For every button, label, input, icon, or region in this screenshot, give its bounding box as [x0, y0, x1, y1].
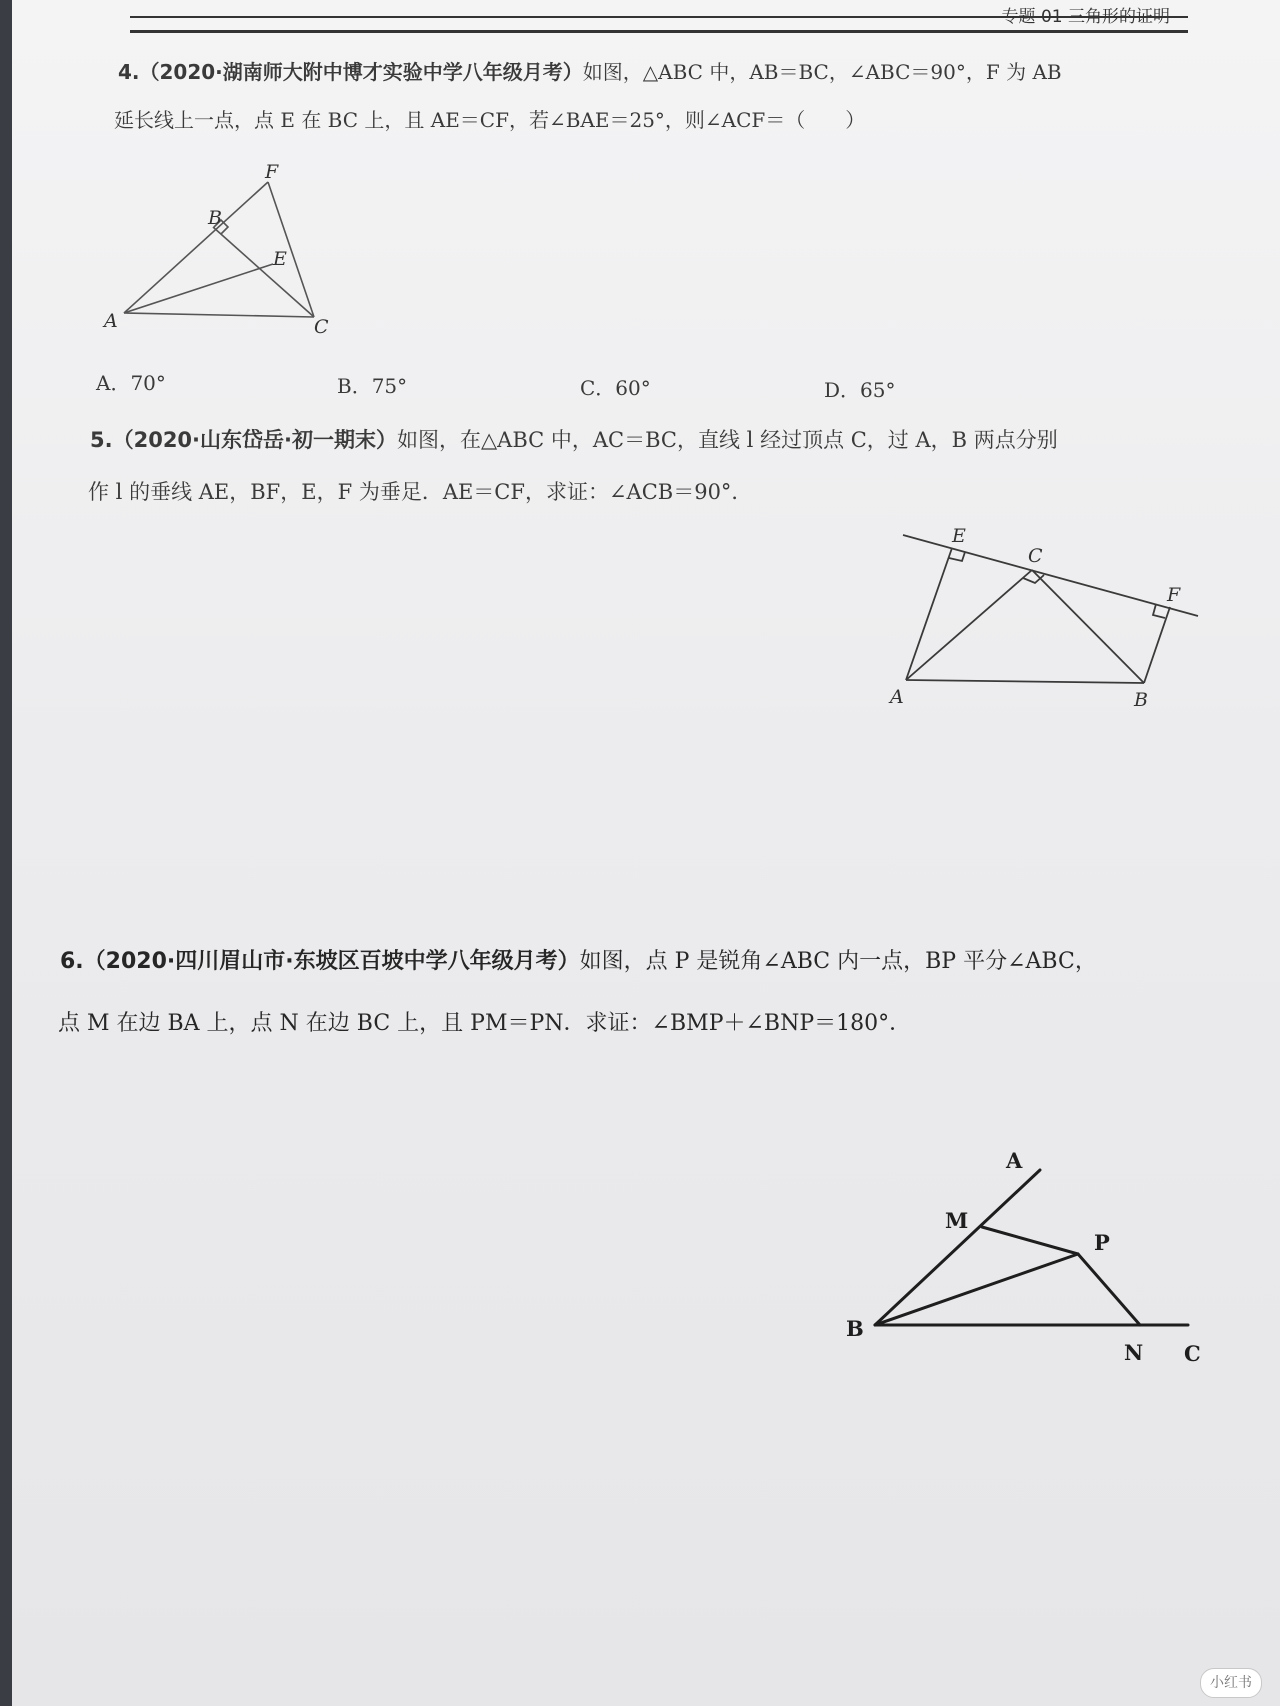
q5-figure: [903, 535, 1198, 683]
q6-label-c: C: [1184, 1341, 1201, 1366]
q4-number: 4.: [118, 60, 140, 84]
q4-choice-d: D．65°: [824, 378, 896, 402]
q6-segment-pn: [1078, 1254, 1140, 1325]
q5-line-1: [90, 426, 1058, 454]
q4-segment-af: [124, 182, 268, 313]
q6-label-p: P: [1094, 1230, 1110, 1255]
xiaohongshu-watermark: 小红书: [1200, 1668, 1262, 1698]
q5-source: （2020·山东岱岳·初一期末）: [112, 428, 397, 452]
q6-source: （2020·四川眉山市·东坡区百坡中学八年级月考）: [83, 949, 580, 974]
q6-label-n: N: [1124, 1340, 1144, 1365]
q5-label-c: C: [1028, 545, 1043, 567]
q6-text-1: 如图，点 P 是锐角∠ABC 内一点，BP 平分∠ABC，: [579, 949, 1097, 974]
q4-segment-ac: [124, 313, 314, 317]
q5-right-angle-e: [949, 552, 965, 561]
q4-choice-b: B．75°: [337, 374, 408, 398]
q6-line-2: 点 M 在边 BA 上，点 N 在边 BC 上，且 PM＝PN．求证：∠BMP＋∠BNP＝180°．: [58, 1011, 912, 1036]
q5-label-b: B: [1134, 689, 1148, 711]
q6-figure: [875, 1170, 1188, 1325]
q4-segment-ae: [124, 264, 273, 313]
q6-line-1: [60, 948, 1097, 976]
q4-line-2: 延长线上一点，点 E 在 BC 上，且 AE＝CF，若∠BAE＝25°，则∠ACF＝（ ）: [114, 108, 866, 132]
header-title: 专题 01 三角形的证明: [1001, 7, 1170, 27]
q4-choice-c: C．60°: [580, 376, 651, 400]
q5-segment-bf: [1144, 607, 1170, 683]
q4-label-b: B: [208, 207, 222, 229]
q6-segment-bp: [875, 1254, 1078, 1325]
q5-label-e: E: [952, 525, 966, 547]
q4-label-c: C: [314, 316, 329, 338]
q5-label-f: F: [1167, 584, 1181, 606]
q5-label-a: A: [890, 686, 904, 708]
q5-line-l: [903, 535, 1198, 616]
q6-segment-mp: [982, 1227, 1078, 1254]
q6-label-b: B: [846, 1316, 864, 1341]
q5-text-1: 如图，在△ABC 中，AC＝BC，直线 l 经过顶点 C，过 A，B 两点分别: [397, 428, 1058, 452]
q4-text-1: 如图，△ABC 中，AB＝BC，∠ABC＝90°，F 为 AB: [582, 60, 1062, 84]
q4-label-e: E: [273, 248, 287, 270]
q6-label-m: M: [945, 1208, 969, 1233]
q5-number: 5.: [90, 428, 113, 452]
q4-choice-a: A．70°: [96, 371, 166, 395]
q6-ray-ba: [875, 1170, 1040, 1325]
q6-number: 6.: [60, 949, 84, 974]
q5-line-2: 作 l 的垂线 AE，BF，E，F 为垂足．AE＝CF，求证：∠ACB＝90°．: [88, 480, 753, 504]
q5-segment-cb: [1032, 570, 1144, 683]
q4-source: （2020·湖南师大附中博才实验中学八年级月考）: [139, 60, 583, 84]
q4-label-f: F: [265, 161, 279, 183]
q5-segment-ab: [906, 680, 1144, 683]
q6-label-a: A: [1006, 1148, 1023, 1173]
q4-label-a: A: [104, 310, 118, 332]
